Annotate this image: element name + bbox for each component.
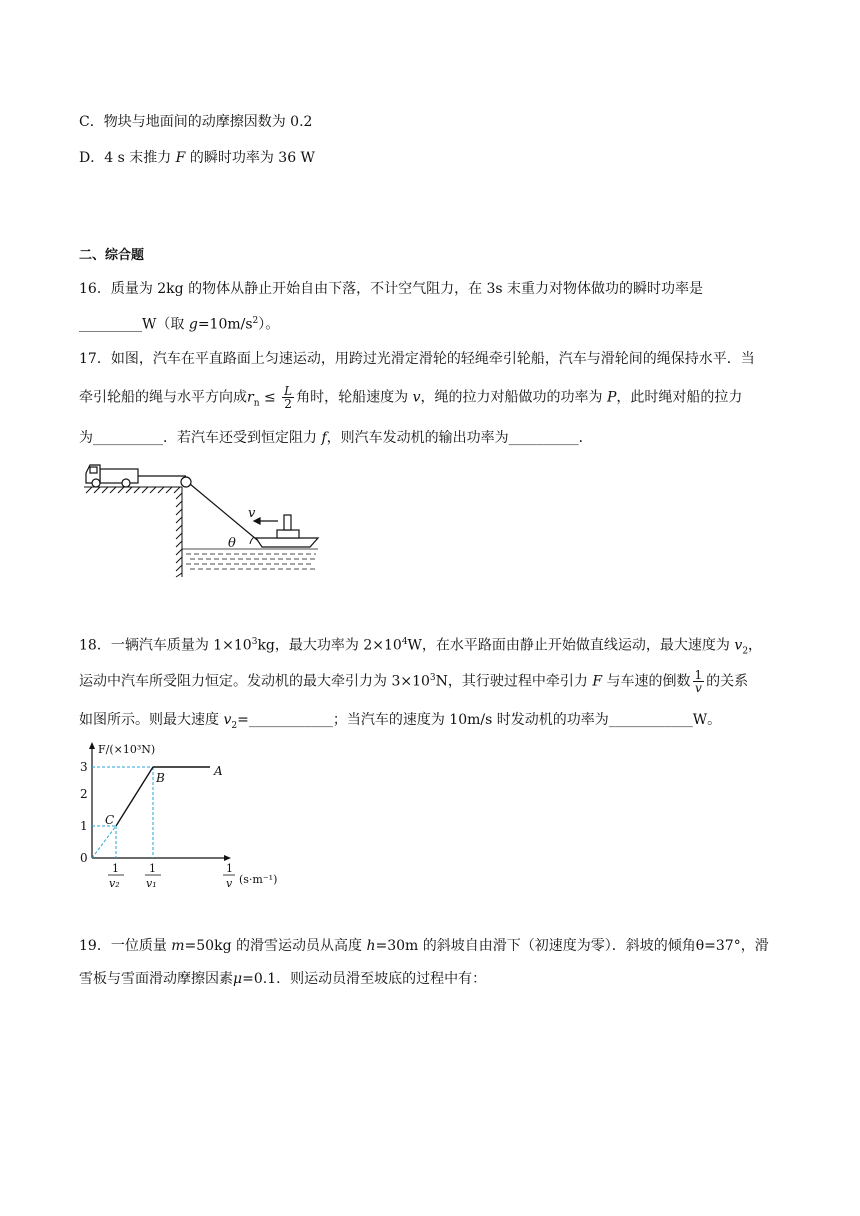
water-lines: [182, 549, 318, 569]
q19-line2: 雪板与雪面滑动摩擦因素μ=0.1．则运动员滑至坡底的过程中有：: [79, 971, 487, 987]
q19-line1: 19．一位质量 m=50kg 的滑雪运动员从高度 h=30m 的斜坡自由滑下（初速度为零）．斜坡的倾角θ=37°，滑: [79, 938, 769, 954]
y-tick-0: 0: [80, 851, 88, 865]
truck-icon: [86, 465, 138, 487]
y-axis-arrow-icon: [89, 742, 95, 749]
boat-icon: [256, 515, 318, 547]
x-tick-2-den: v₁: [146, 877, 157, 890]
option-d: D．4 s 末推力 F 的瞬时功率为 36 W: [79, 150, 315, 166]
point-label-c: C: [105, 813, 115, 827]
pulley-icon: [181, 477, 191, 487]
q17-line2: 牵引轮船的绳与水平方向成$r_n$ ≤ $\frac{L}{2}$ 角时，轮船速度为 v，绳的拉力对船做功的功率为 P，此时绳对船的拉力: [79, 384, 743, 411]
x-tick-2-num: 1: [149, 862, 156, 875]
q16-line1: 16．质量为 2kg 的物体从静止开始自由下落，不计空气阻力，在 3s 末重力对物体做功的瞬时功率是: [79, 281, 704, 297]
x-axis-unit: (s·m⁻¹): [239, 873, 278, 886]
x-axis-label-num: 1: [226, 862, 233, 875]
v-label: v: [248, 506, 256, 521]
line-cb: [116, 767, 153, 826]
x-axis-arrow-icon: [224, 855, 231, 861]
q18-line1: 18．一辆汽车质量为 $1\times 10^3kg$，最大功率为 $2\times 10^4W$，在水平路面由静止开始做直线运动，最大速度为 $v_2$，: [79, 637, 763, 657]
y-tick-2: 2: [80, 787, 88, 801]
q16-line2: _________W（取 $g=10m/s^2$）。: [79, 316, 280, 333]
point-label-a: A: [214, 764, 223, 778]
q18-line3: 如图所示。则最大速度 $v_2=\_\_\_\_\_\_\_\_\_\_\_\_$；当汽车的速度为 10m/s 时发动机的功率为____________W。: [79, 712, 722, 731]
ground-hatch: [86, 487, 180, 493]
velocity-arrow-icon: [254, 518, 278, 524]
fraction-1-over-v: $\frac{1}{v}$: [694, 668, 703, 696]
point-label-b: B: [156, 771, 165, 785]
section-heading: 二、综合题: [79, 248, 145, 263]
x-tick-1-num: 1: [112, 862, 119, 875]
q18-line2: 运动中汽车所受阻力恒定。发动机的最大牵引力为 $3\times 10^3N$，其行驶过程中牵引力 F 与车速的倒数 $\frac{1}{v}$ 的关系: [79, 668, 749, 696]
theta-label: θ: [228, 536, 236, 551]
force-vs-inverse-velocity-chart: [74, 738, 294, 890]
x-axis-label-den: v: [226, 877, 233, 890]
q17-line3: 为__________．若汽车还受到恒定阻力 f，则汽车发动机的输出功率为__________．: [79, 430, 593, 446]
option-c: C．物块与地面间的动摩擦因数为 0.2: [79, 114, 313, 130]
fraction-L-over-2: $\frac{L}{2}$: [284, 384, 293, 411]
guide-origin-c: [92, 826, 116, 858]
truck-boat-figure: [82, 455, 322, 580]
q17-line1: 17．如图，汽车在平直路面上匀速运动，用跨过光滑定滑轮的轻绳牵引轮船，汽车与滑轮间的绳保持水平．当: [79, 351, 755, 367]
x-tick-1-den: v₂: [109, 877, 120, 890]
wall-hatch: [176, 493, 182, 577]
y-tick-3: 3: [80, 760, 88, 774]
y-axis-label: F/(×10³N): [98, 743, 156, 756]
y-tick-1: 1: [80, 819, 88, 833]
